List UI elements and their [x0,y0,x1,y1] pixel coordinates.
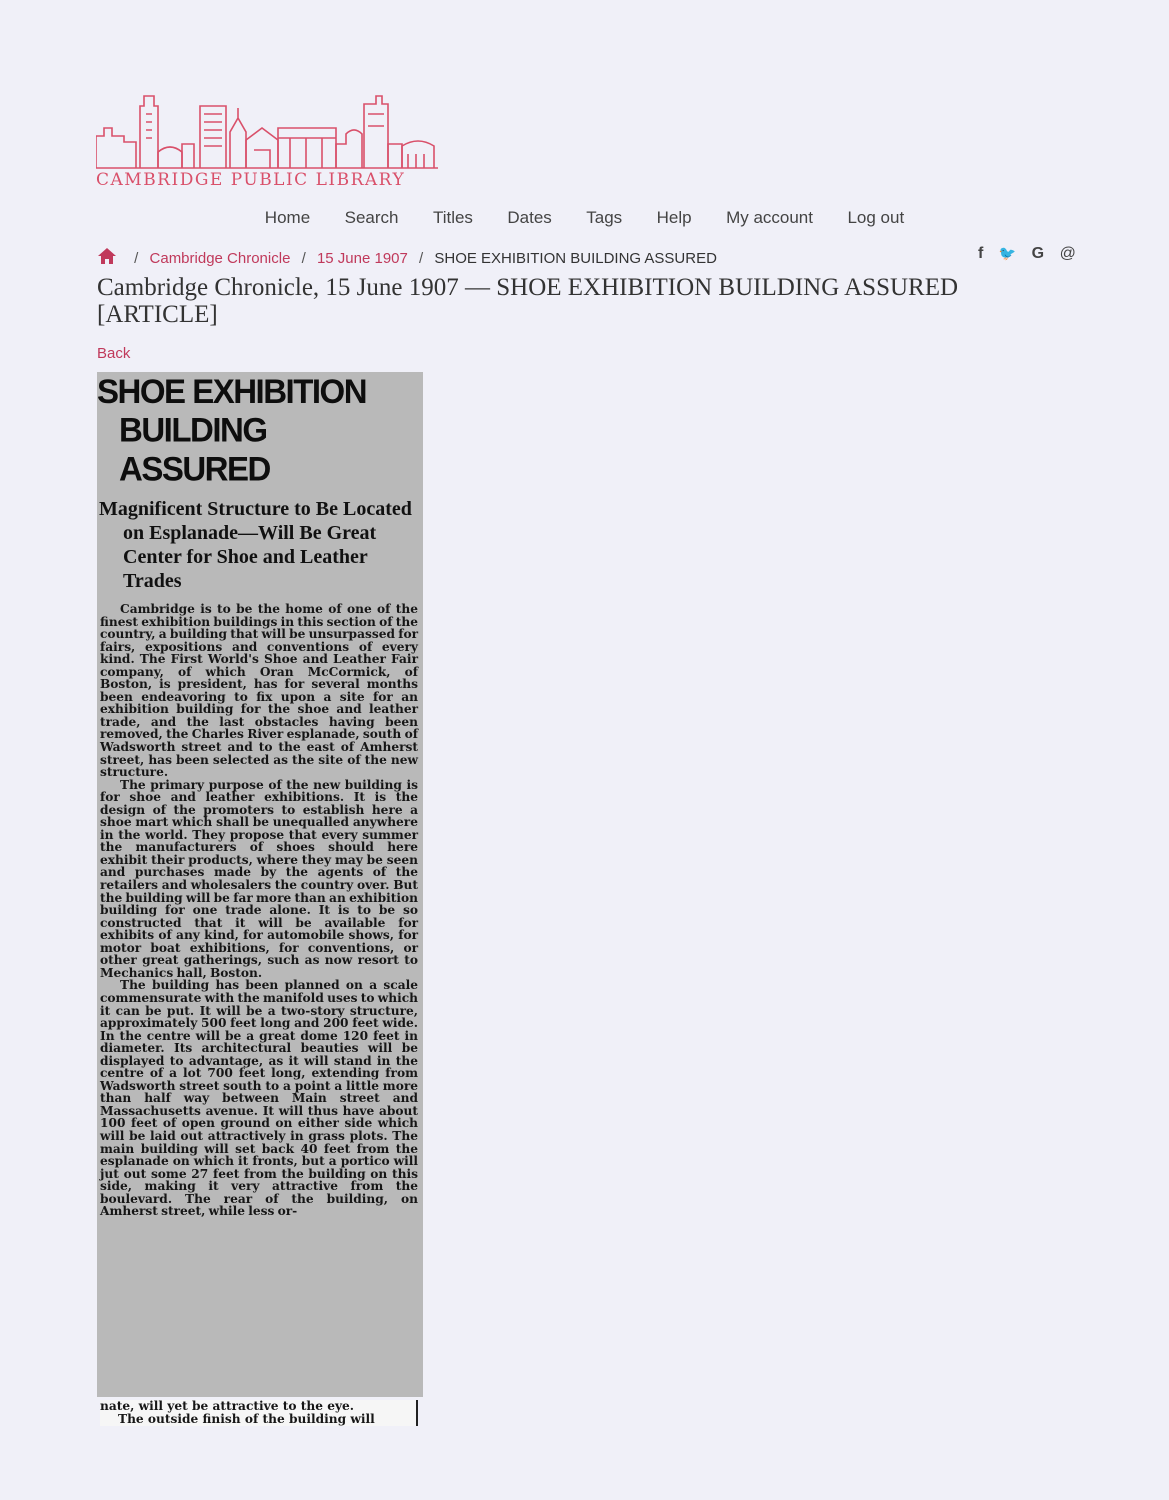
share-bar [978,245,1087,263]
article-headline [97,372,423,488]
facebook-icon[interactable]: f [978,245,984,262]
email-icon[interactable]: @ [1059,245,1076,262]
breadcrumb-current: SHOE EXHIBITION BUILDING ASSURED [434,250,717,267]
breadcrumb-separator: / [419,250,424,267]
article-paragraph-1: Cambridge is to be the home of one of the finest exhibition buildings in this section of the country, a building that will be unsurpassed for fairs, expositions and conventions of every kind. The First World's Shoe and Leather Fair company, of which Oran McCormick, of Boston, is president, has for several months been endeavoring to fix upon a site for an exhibition building for the shoe and leather trade, and the last obstacles having been removed, the Charles River esplanade, south of Wadsworth street and to the east of Amherst street, has been selected as the site of the new structure. [100,602,419,780]
breadcrumb-separator: / [301,250,306,267]
library-logo[interactable] [96,92,438,192]
headline-line-1: SHOE EXHIBITION [97,372,367,411]
nav-tags[interactable]: Tags [586,208,623,227]
article-body [97,593,423,1218]
back-link[interactable]: Back [97,345,131,362]
twitter-icon[interactable]: 🐦 [998,245,1017,261]
breadcrumb-publication[interactable]: Cambridge Chronicle [149,250,291,267]
nav-my-account[interactable]: My account [726,208,813,227]
nav-dates[interactable]: Dates [507,208,552,227]
page-title: Cambridge Chronicle, 15 June 1907 — SHOE EXHIBITION BUILDING ASSURED [ARTICLE] [97,274,959,328]
article-clipping-image [97,372,423,1397]
continuation-line-2: The outside finish of the building will [118,1412,375,1426]
logo-text: CAMBRIDGE PUBLIC LIBRARY [96,170,406,190]
nav-home[interactable]: Home [264,208,311,227]
headline-line-2: BUILDING ASSURED [119,410,270,488]
article-subheadline [97,485,423,593]
breadcrumb [97,247,717,267]
breadcrumb-date[interactable]: 15 June 1907 [316,250,408,267]
article-paragraph-3: The building has been planned on a scale commensurate with the manifold uses to which it can be put. It will be a two-story structure, approximately 500 feet long and 200 feet wide. In the centre will be a great dome 120 feet in diameter. Its architectural beauties will be displayed to advantage, as it will stand in the centre of a lot 700 feet long, extending from Wadsworth street south to a point a little more than half way between Main street and Massachusetts avenue. It will thus have about 100 feet of open ground on either side which will be laid out attractively in grass plots. The main building will set back 40 feet from the esplanade on which it fronts, but a portico will jut out some 27 feet from the building on this side, making it very attractive from the boulevard. The rear of the building, on Amherst street, while less or- [100,978,418,1219]
breadcrumb-separator: / [134,250,139,267]
home-icon[interactable] [97,247,117,265]
article-paragraph-2: The primary purpose of the new building is for shoe and leather exhibitions. It is the design of the promoters to establish here a shoe mart which shall be unequalled anywhere in the world. They propose that every summer the manufacturers of shoes should here exhibit their products, where they may be seen and purchases made by the agents of the retailers and wholesalers the country over. But the building will be far more than an exhibition building for one trade alone. It is to be so constructed that it will be available for exhibits of any kind, for automobile shows, for motor boat exhibitions, for conventions, or other great gatherings, such as now resort to Mechanics hall, Boston. [100,777,418,980]
nav-help[interactable]: Help [656,208,692,227]
nav-titles[interactable]: Titles [432,208,473,227]
continuation-line-1: nate, will yet be attractive to the eye. [100,1399,355,1413]
skyline-icon [96,92,438,170]
nav-log-out[interactable]: Log out [847,208,905,227]
main-nav [0,208,1169,228]
nav-search[interactable]: Search [344,208,399,227]
google-icon[interactable]: G [1031,245,1045,262]
subhead-line-1: Magnificent Structure to Be Located [99,498,412,520]
subhead-line-2: on Esplanade—Will Be Great Center for Shoe and Leather Trades [123,522,377,592]
article-clipping-continuation [100,1400,418,1426]
